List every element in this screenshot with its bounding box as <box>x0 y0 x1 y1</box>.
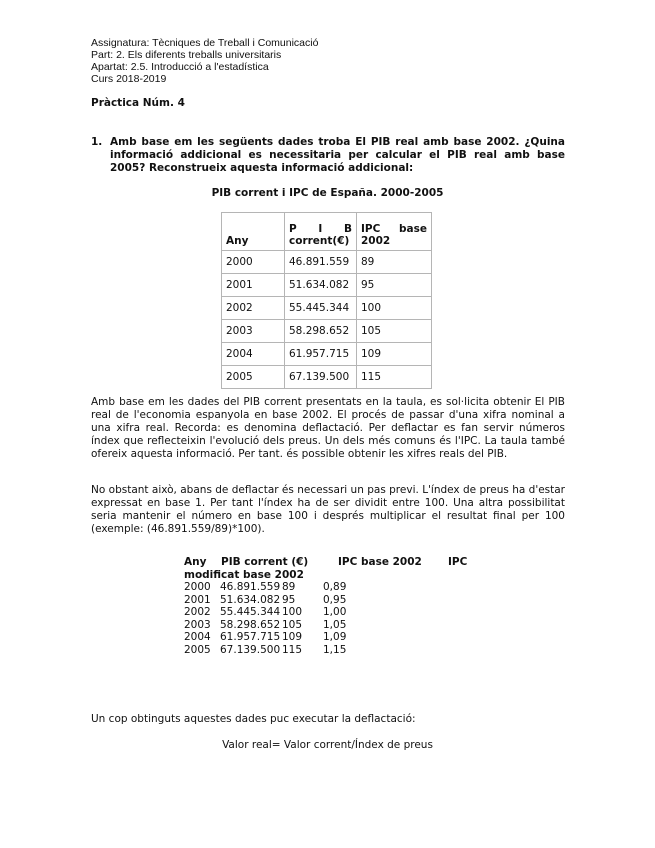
header-year: Any <box>222 213 285 251</box>
header-pib <box>285 213 357 251</box>
table-row <box>222 251 432 274</box>
list-item <box>184 581 467 594</box>
cell-pib: 58.298.652 <box>285 320 357 343</box>
mini-year: 2004 <box>184 631 211 643</box>
mini-ipc: 95 <box>282 593 296 606</box>
cell-year: 2002 <box>222 297 285 320</box>
mini-ipc-mod: 1,09 <box>323 631 347 643</box>
cell-pib: 67.139.500 <box>285 366 357 389</box>
table-caption: PIB corrent i IPC de España. 2000-2005 <box>211 187 444 199</box>
question-text: Amb base em les següents dades troba El PIB real amb base 2002. ¿Quina informació addicional es necessitaria per calcular el PIB real amb base 2005? Reconstrueix aquesta informació addicional: <box>110 136 565 174</box>
mini-ipc: 115 <box>282 643 303 656</box>
cell-ipc: 89 <box>357 251 432 274</box>
cell-ipc: 105 <box>357 320 432 343</box>
mini-pib: 67.139.500 <box>220 643 281 656</box>
cell-ipc: 95 <box>357 274 432 297</box>
cell-year: 2004 <box>222 343 285 366</box>
mini-ipc: 100 <box>282 606 303 618</box>
paragraph-base-conversion: No obstant això, abans de deflactar és necessari un pas previ. L'índex de preus ha d'estar expressat en base 1. Per tant l'índex ha de ser dividit entre 100. Una altra possibilitat seria mantenir el número en base 100 i després multiplicar el resultat final per 100 (exemple: (46.891.559/89)*100). <box>91 484 565 535</box>
pib-ipc-table <box>221 212 432 389</box>
mini-table-header <box>184 556 467 569</box>
list-item <box>184 606 467 619</box>
mini-pib: 51.634.082 <box>220 593 281 606</box>
header-ipc <box>357 213 432 251</box>
question-1 <box>91 136 565 175</box>
list-item <box>184 631 467 644</box>
mini-ipc-mod: 0,95 <box>323 593 347 606</box>
table-row <box>222 297 432 320</box>
mini-pib: 58.298.652 <box>220 618 281 631</box>
mini-year: 2000 <box>184 581 211 593</box>
mini-pib: 46.891.559 <box>220 581 281 593</box>
list-item <box>184 619 467 632</box>
closing-line: Un cop obtinguts aquestes dades puc executar la deflactació: <box>91 713 416 725</box>
list-item <box>184 644 467 657</box>
cell-pib: 55.445.344 <box>285 297 357 320</box>
mini-ipc-mod: 1,15 <box>323 643 347 656</box>
mini-ipc: 89 <box>282 581 296 593</box>
header-ipc-text: IPC base 2002 <box>361 223 427 247</box>
mini-header-ipc-mod: IPC <box>448 556 468 568</box>
mini-ipc-mod: 1,00 <box>323 606 347 618</box>
paragraph-deflation-intro: Amb base em les dades del PIB corrent presentats en la taula, es sol·licita obtenir El PIB real de l'economia espanyola en base 2002. El procés de passar d'una xifra nominal a una xifra real. Recorda: es denomina deflactació. Per deflactar es fan servir números índex que reflecteixin l'evolució dels preus. Un dels més comuns és l'IPC. La taula també ofereix aquesta informació. Per tant. és possible obtenir les xifres reals del PIB. <box>91 396 565 460</box>
header-subject: Assignatura: Tècniques de Treball i Comunicació <box>91 37 319 49</box>
header-course-year: Curs 2018-2019 <box>91 73 167 85</box>
table-header-row <box>222 213 432 251</box>
practice-title: Pràctica Núm. 4 <box>91 97 185 109</box>
mini-ipc-mod: 1,05 <box>323 618 347 631</box>
mini-header-ipc: IPC base 2002 <box>338 556 422 568</box>
course-header <box>91 37 318 85</box>
mini-year: 2001 <box>184 593 211 606</box>
mini-table-subheader: modificat base 2002 <box>184 568 304 581</box>
cell-pib: 61.957.715 <box>285 343 357 366</box>
cell-pib: 51.634.082 <box>285 274 357 297</box>
mini-ipc: 105 <box>282 618 303 631</box>
mini-ipc-mod: 0,89 <box>323 581 347 593</box>
mini-year: 2003 <box>184 618 211 631</box>
cell-pib: 46.891.559 <box>285 251 357 274</box>
table-row <box>222 320 432 343</box>
cell-year: 2005 <box>222 366 285 389</box>
table-row <box>222 366 432 389</box>
mini-pib: 55.445.344 <box>220 606 281 618</box>
header-section: Apartat: 2.5. Introducció a l'estadística <box>91 61 269 73</box>
table-row <box>222 343 432 366</box>
list-item <box>184 594 467 607</box>
header-pib-text: P I B corrent(€) <box>289 223 352 247</box>
modified-ipc-table <box>184 556 467 656</box>
cell-ipc: 100 <box>357 297 432 320</box>
mini-ipc: 109 <box>282 631 303 643</box>
table-row <box>222 274 432 297</box>
cell-year: 2001 <box>222 274 285 297</box>
mini-header-pib: PIB corrent (€) <box>221 556 309 568</box>
question-number: 1. <box>91 136 103 148</box>
cell-year: 2003 <box>222 320 285 343</box>
mini-header-year: Any <box>184 556 207 568</box>
cell-ipc: 115 <box>357 366 432 389</box>
mini-pib: 61.957.715 <box>220 631 281 643</box>
mini-year: 2005 <box>184 643 211 656</box>
header-part: Part: 2. Els diferents treballs universitaris <box>91 49 282 61</box>
cell-ipc: 109 <box>357 343 432 366</box>
deflation-formula: Valor real= Valor corrent/Índex de preus <box>222 739 433 751</box>
cell-year: 2000 <box>222 251 285 274</box>
mini-year: 2002 <box>184 606 211 618</box>
